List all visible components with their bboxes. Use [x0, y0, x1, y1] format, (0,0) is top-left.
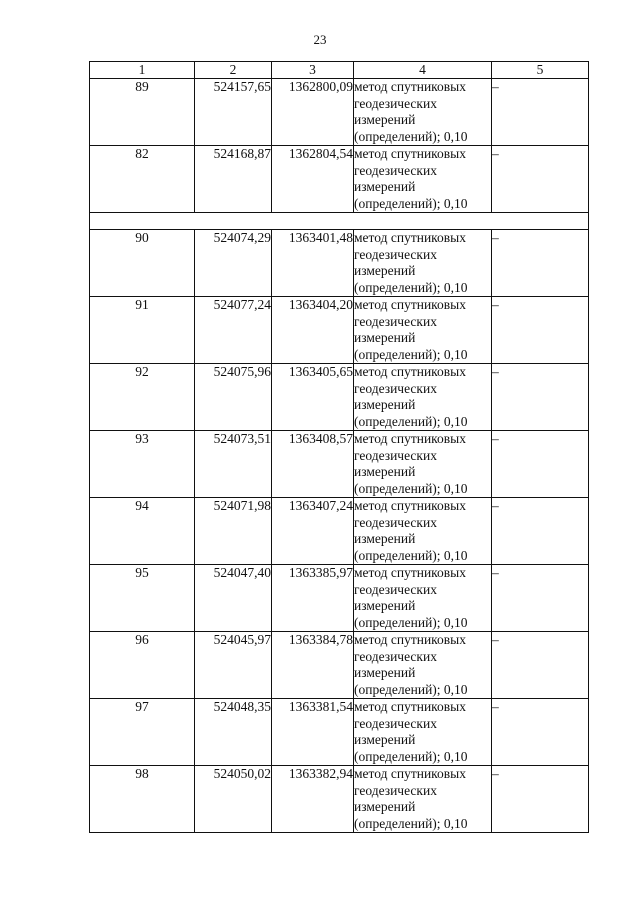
- table-row: [90, 79, 589, 146]
- coord-y: 1363382,94: [272, 766, 354, 833]
- coord-x: 524071,98: [195, 498, 272, 565]
- coord-y: 1363385,97: [272, 565, 354, 632]
- coord-x: 524048,35: [195, 699, 272, 766]
- table-row: [90, 699, 589, 766]
- point-number: 90: [90, 230, 195, 297]
- method-accuracy: метод спутниковых геодезических измерений (определений); 0,10: [354, 431, 492, 498]
- header-cell-2: 2: [195, 62, 272, 79]
- coord-y: 1363408,57: [272, 431, 354, 498]
- method-accuracy: метод спутниковых геодезических измерений (определений); 0,10: [354, 565, 492, 632]
- coord-y: 1363407,24: [272, 498, 354, 565]
- table-row: [90, 431, 589, 498]
- table-row: [90, 498, 589, 565]
- header-cell-3: 3: [272, 62, 354, 79]
- point-number: 93: [90, 431, 195, 498]
- note-cell: –: [492, 79, 589, 146]
- point-number: 89: [90, 79, 195, 146]
- note-cell: –: [492, 230, 589, 297]
- method-accuracy: метод спутниковых геодезических измерений (определений); 0,10: [354, 230, 492, 297]
- coord-x: 524075,96: [195, 364, 272, 431]
- coord-y: 1363404,20: [272, 297, 354, 364]
- method-accuracy: метод спутниковых геодезических измерений (определений); 0,10: [354, 297, 492, 364]
- point-number: 92: [90, 364, 195, 431]
- coord-x: 524157,65: [195, 79, 272, 146]
- note-cell: –: [492, 364, 589, 431]
- method-accuracy: метод спутниковых геодезических измерений (определений); 0,10: [354, 364, 492, 431]
- note-cell: –: [492, 699, 589, 766]
- point-number: 95: [90, 565, 195, 632]
- coord-y: 1363405,65: [272, 364, 354, 431]
- method-accuracy: метод спутниковых геодезических измерений (определений); 0,10: [354, 632, 492, 699]
- coord-x: 524074,29: [195, 230, 272, 297]
- note-cell: –: [492, 565, 589, 632]
- note-cell: –: [492, 431, 589, 498]
- point-number: 97: [90, 699, 195, 766]
- note-cell: –: [492, 498, 589, 565]
- table-row: [90, 297, 589, 364]
- header-cell-1: 1: [90, 62, 195, 79]
- coord-x: 524077,24: [195, 297, 272, 364]
- coord-y: 1363401,48: [272, 230, 354, 297]
- coord-y: 1363384,78: [272, 632, 354, 699]
- header-cell-5: 5: [492, 62, 589, 79]
- note-cell: –: [492, 297, 589, 364]
- table-header-row: [90, 62, 589, 79]
- point-number: 91: [90, 297, 195, 364]
- method-accuracy: метод спутниковых геодезических измерений (определений); 0,10: [354, 146, 492, 213]
- page-number: 23: [313, 32, 327, 47]
- method-accuracy: метод спутниковых геодезических измерений (определений); 0,10: [354, 498, 492, 565]
- method-accuracy: метод спутниковых геодезических измерений (определений); 0,10: [354, 79, 492, 146]
- coord-x: 524073,51: [195, 431, 272, 498]
- table-row: [90, 364, 589, 431]
- point-number: 82: [90, 146, 195, 213]
- table-row: [90, 766, 589, 833]
- separator-cell: [90, 213, 589, 230]
- point-number: 96: [90, 632, 195, 699]
- table-row: [90, 565, 589, 632]
- coord-y: 1363381,54: [272, 699, 354, 766]
- note-cell: –: [492, 146, 589, 213]
- coordinates-table: [89, 61, 589, 833]
- table-row: [90, 146, 589, 213]
- method-accuracy: метод спутниковых геодезических измерений (определений); 0,10: [354, 699, 492, 766]
- coord-y: 1362804,54: [272, 146, 354, 213]
- coord-x: 524168,87: [195, 146, 272, 213]
- point-number: 94: [90, 498, 195, 565]
- coord-y: 1362800,09: [272, 79, 354, 146]
- coord-x: 524047,40: [195, 565, 272, 632]
- point-number: 98: [90, 766, 195, 833]
- note-cell: –: [492, 632, 589, 699]
- coord-x: 524050,02: [195, 766, 272, 833]
- separator-row: [90, 213, 589, 230]
- table-row: [90, 632, 589, 699]
- method-accuracy: метод спутниковых геодезических измерений (определений); 0,10: [354, 766, 492, 833]
- note-cell: –: [492, 766, 589, 833]
- header-cell-4: 4: [354, 62, 492, 79]
- coord-x: 524045,97: [195, 632, 272, 699]
- table-row: [90, 230, 589, 297]
